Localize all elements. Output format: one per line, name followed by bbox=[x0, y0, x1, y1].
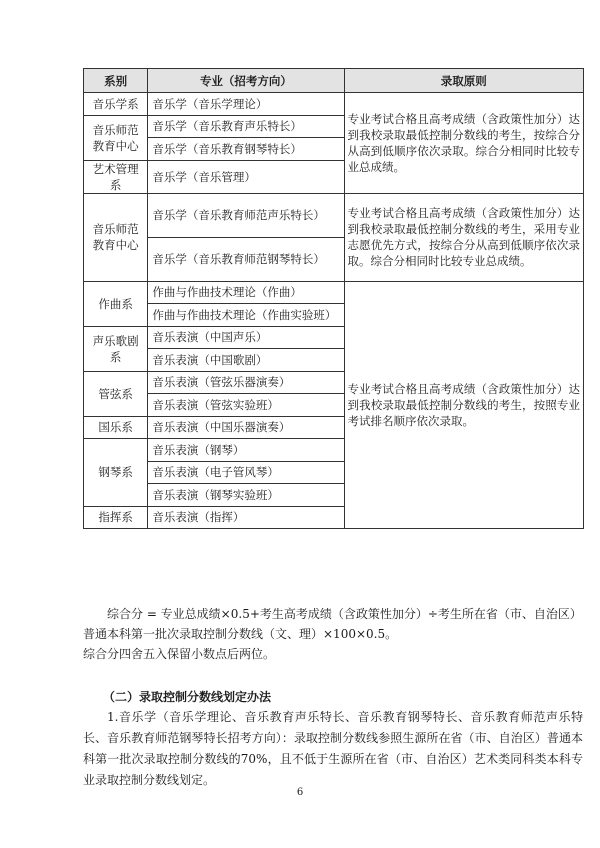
major-cell: 作曲与作曲技术理论（作曲实验班） bbox=[148, 304, 344, 327]
header-principle: 录取原则 bbox=[344, 69, 583, 93]
dept-cell: 管弦系 bbox=[84, 371, 148, 416]
section-heading: （二）录取控制分数线划定办法 bbox=[103, 690, 272, 704]
dept-cell: 音乐师范教育中心 bbox=[84, 193, 148, 281]
table-row bbox=[84, 281, 584, 304]
header-dept: 系别 bbox=[84, 69, 148, 93]
admission-table bbox=[83, 68, 584, 529]
major-cell: 音乐表演（钢琴实验班） bbox=[148, 484, 344, 507]
major-cell: 音乐表演（指挥） bbox=[148, 506, 344, 529]
dept-cell: 音乐学系 bbox=[84, 93, 148, 116]
major-cell: 音乐学（音乐管理） bbox=[148, 160, 344, 193]
dept-cell: 作曲系 bbox=[84, 281, 148, 326]
major-cell: 音乐表演（管弦乐器演奏） bbox=[148, 371, 344, 394]
dept-cell: 音乐师范教育中心 bbox=[84, 115, 148, 160]
table-row bbox=[84, 193, 584, 237]
dept-cell: 声乐歌剧系 bbox=[84, 326, 148, 371]
major-cell: 音乐学（音乐教育声乐特长） bbox=[148, 115, 344, 138]
principle-cell bbox=[344, 281, 583, 529]
major-cell: 音乐学（音乐教育钢琴特长） bbox=[148, 138, 344, 161]
paragraph-item-1: 1.音乐学（音乐学理论、音乐教育声乐特长、音乐教育钢琴特长、音乐教育师范声乐特长、音乐教育师范钢琴特长招考方向）：录取控制分数线参照生源所在省（市、自治区）普通本科第一批次录取控制分数线的70%，且不低于生源所在省（市、自治区）艺术类同科类本科专业录取控制分数线划定。 bbox=[83, 710, 583, 787]
principle-text: 专业考试合格且高考成绩（含政策性加分）达到我校录取最低控制分数线的考生，按综合分从高到低顺序依次录取。综合分相同时比较专业总成绩。 bbox=[347, 111, 580, 174]
major-cell: 音乐表演（管弦实验班） bbox=[148, 394, 344, 417]
dept-cell: 钢琴系 bbox=[84, 439, 148, 507]
score-formula-note bbox=[83, 604, 583, 664]
section-body bbox=[83, 707, 583, 791]
major-cell: 作曲与作曲技术理论（作曲） bbox=[148, 281, 344, 304]
dept-cell: 国乐系 bbox=[84, 416, 148, 439]
rounding-text: 综合分四舍五入保留小数点后两位。 bbox=[83, 647, 276, 661]
major-cell: 音乐表演（中国声乐） bbox=[148, 326, 344, 349]
principle-cell bbox=[344, 93, 583, 194]
principle-cell bbox=[344, 193, 583, 281]
page-number: 6 bbox=[296, 787, 304, 798]
major-cell: 音乐表演（钢琴） bbox=[148, 439, 344, 462]
major-cell: 音乐学（音乐学理论） bbox=[148, 93, 344, 116]
major-cell: 音乐表演（电子管风琴） bbox=[148, 461, 344, 484]
dept-cell: 指挥系 bbox=[84, 506, 148, 529]
header-major: 专业（招考方向） bbox=[148, 69, 344, 93]
table-header-row bbox=[84, 69, 584, 93]
major-cell: 音乐学（音乐教育师范声乐特长） bbox=[148, 193, 344, 237]
formula-text: 综合分 = 专业总成绩×0.5+考生高考成绩（含政策性加分）÷考生所在省（市、自治区）普通本科第一批次录取控制分数线（文、理）×100×0.5。 bbox=[83, 607, 582, 641]
dept-cell: 艺术管理系 bbox=[84, 160, 148, 193]
major-cell: 音乐学（音乐教育师范钢琴特长） bbox=[148, 237, 344, 281]
principle-text: 专业考试合格且高考成绩（含政策性加分）达到我校录取最低控制分数线的考生，按照专业考试排名顺序依次录取。 bbox=[347, 381, 580, 428]
major-cell: 音乐表演（中国歌剧） bbox=[148, 349, 344, 372]
principle-text: 专业考试合格且高考成绩（含政策性加分）达到我校录取最低控制分数线的考生，采用专业志愿优先方式，按综合分从高到低顺序依次录取。综合分相同时比较专业总成绩。 bbox=[347, 206, 580, 268]
major-cell: 音乐表演（中国乐器演奏） bbox=[148, 416, 344, 439]
table-row bbox=[84, 93, 584, 116]
